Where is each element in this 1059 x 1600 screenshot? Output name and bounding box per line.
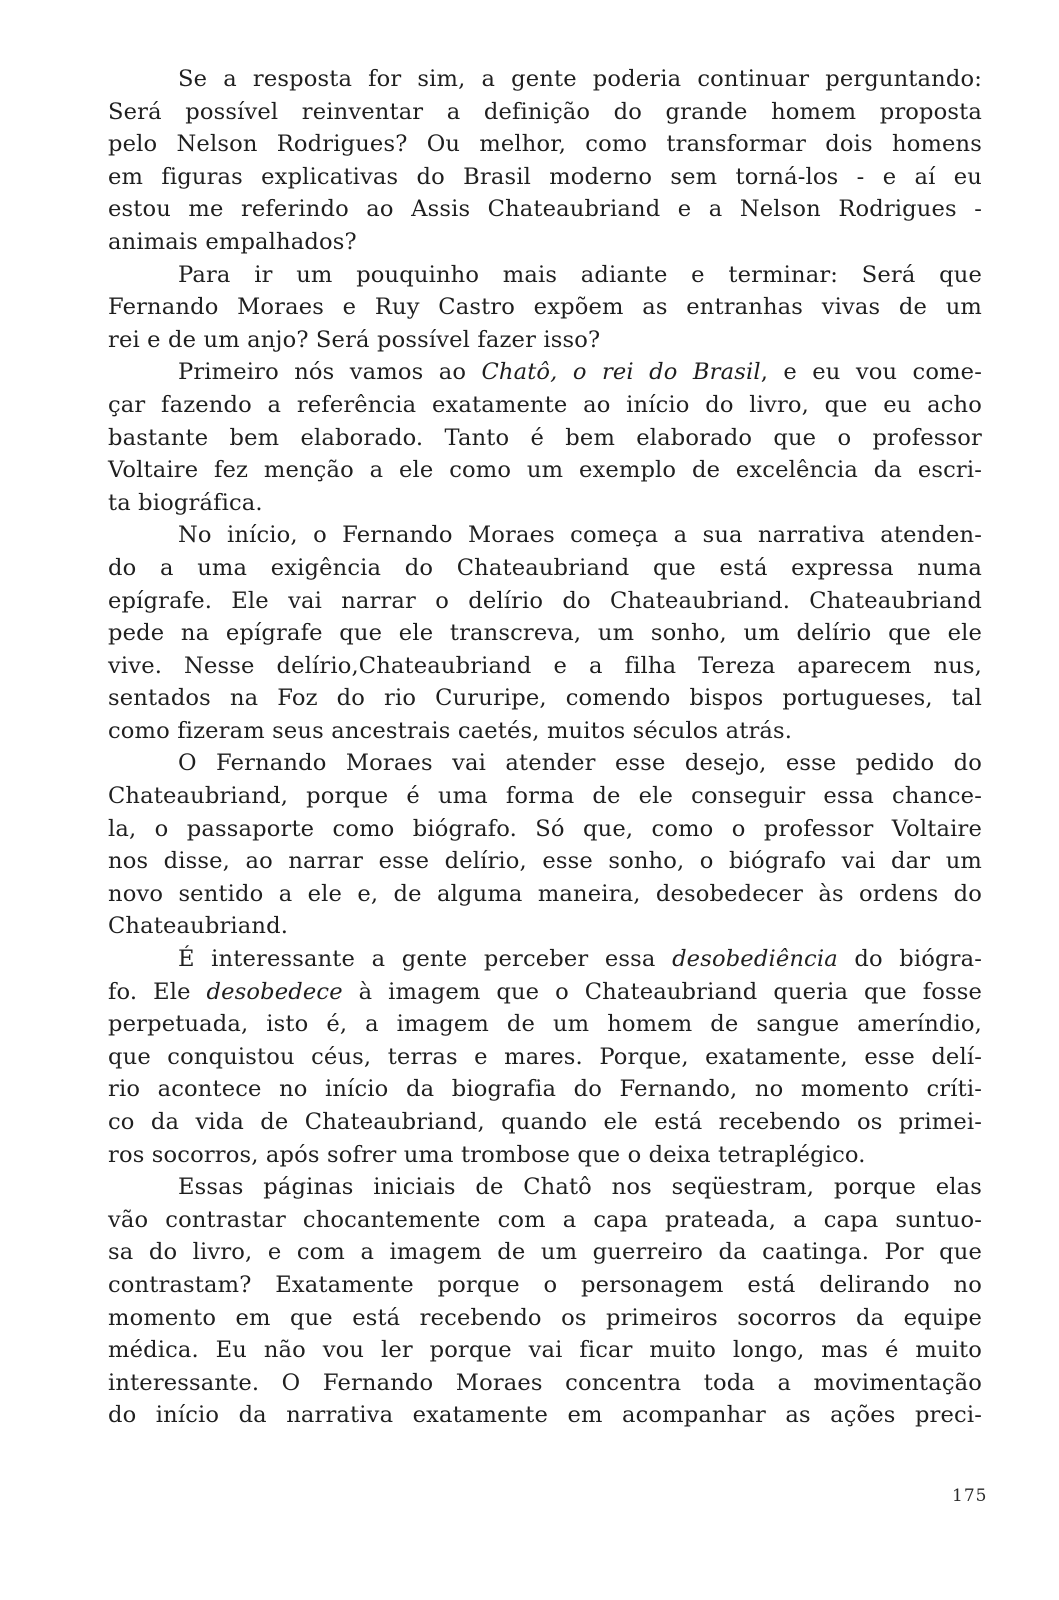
paragraph	[108, 943, 982, 1171]
text-line: Para ir um pouquinho mais adiante e terminar: Será que	[178, 261, 982, 288]
paragraph	[108, 356, 982, 519]
text-line-with-italic-title: Primeiro nós vamos ao Chatô, o rei do Brasil, e eu vou come-	[178, 359, 982, 386]
italic-text: desobediência	[672, 946, 838, 973]
text-line: como fizeram seus ancestrais caetés, muitos séculos atrás.	[108, 717, 793, 744]
paragraph	[108, 63, 982, 259]
text-line: Fernando Moraes e Ruy Castro expõem as entranhas vivas de um	[108, 294, 982, 321]
text-line: Chateaubriand, porque é uma forma de ele conseguir essa chance-	[108, 783, 982, 810]
text-line: la, o passaporte como biógrafo. Só que, como o professor Voltaire	[108, 815, 982, 842]
text-line: médica. Eu não vou ler porque vai ficar muito longo, mas é muito	[108, 1337, 982, 1364]
text-line: momento em que está recebendo os primeiros socorros da equipe	[108, 1304, 982, 1331]
text-line: O Fernando Moraes vai atender esse desejo, esse pedido do	[178, 750, 982, 777]
text-line: interessante. O Fernando Moraes concentra toda a movimentação	[108, 1369, 982, 1396]
text-line: nos disse, ao narrar esse delírio, esse sonho, o biógrafo vai dar um	[108, 848, 982, 875]
text-line: sentados na Foz do rio Cururipe, comendo bispos portugueses, tal	[108, 685, 982, 712]
text-line: Voltaire fez menção a ele como um exemplo de excelência da escri-	[108, 457, 982, 484]
text-line: ros socorros, após sofrer uma trombose que o deixa tetraplégico.	[108, 1141, 866, 1168]
text-line: do a uma exigência do Chateaubriand que está expressa numa	[108, 554, 982, 581]
text-line: ta biográfica.	[108, 489, 263, 516]
text-line: Chateaubriand.	[108, 913, 289, 940]
text-line: do início da narrativa exatamente em acompanhar as ações preci-	[108, 1402, 982, 1429]
text-line: perpetuada, isto é, a imagem de um homem de sangue ameríndio,	[108, 1011, 982, 1038]
text-line: bastante bem elaborado. Tanto é bem elaborado que o professor	[108, 424, 982, 451]
text-line: rio acontece no início da biografia do Fernando, no momento críti-	[108, 1076, 982, 1103]
text-line: co da vida de Chateaubriand, quando ele está recebendo os primei-	[108, 1109, 982, 1135]
body-text	[108, 63, 982, 1432]
text-line: vive. Nesse delírio,Chateaubriand e a filha Tereza aparecem nus,	[108, 652, 982, 679]
paragraph	[108, 747, 982, 943]
paragraph	[108, 519, 982, 747]
text-line: animais empalhados?	[108, 228, 357, 255]
text-line: que conquistou céus, terras e mares. Porque, exatamente, esse delí-	[108, 1043, 982, 1070]
text-line: vão contrastar chocantemente com a capa prateada, a capa suntuo-	[108, 1206, 982, 1233]
text-line: em figuras explicativas do Brasil moderno sem torná-los - e aí eu	[108, 163, 982, 190]
text-line: Essas páginas iniciais de Chatô nos seqüestram, porque elas	[178, 1174, 982, 1201]
text-line: contrastam? Exatamente porque o personagem está delirando no	[108, 1271, 982, 1298]
text-line: pelo Nelson Rodrigues? Ou melhor, como transformar dois homens	[108, 131, 982, 158]
text-line-with-italic-word: fo. Ele desobedece à imagem que o Chateaubriand queria que fosse	[108, 978, 982, 1005]
paragraph	[108, 1171, 982, 1432]
text-line: sa do livro, e com a imagem de um guerreiro da caatinga. Por que	[108, 1239, 982, 1266]
italic-text: Chatô, o rei do Brasil	[481, 359, 761, 386]
text-line: No início, o Fernando Moraes começa a sua narrativa atenden-	[178, 522, 982, 549]
text-line: novo sentido a ele e, de alguma maneira, desobedecer às ordens do	[108, 880, 982, 907]
italic-text: desobedece	[206, 978, 343, 1005]
text-line: çar fazendo a referência exatamente ao início do livro, que eu acho	[108, 391, 982, 418]
text-line: epígrafe. Ele vai narrar o delírio do Chateaubriand. Chateaubriand	[108, 587, 982, 614]
text-line: estou me referindo ao Assis Chateaubriand e a Nelson Rodrigues -	[108, 196, 982, 223]
page-number: 175	[952, 1486, 988, 1506]
text-line: rei e de um anjo? Será possível fazer isso?	[108, 326, 601, 353]
text-line: Será possível reinventar a definição do grande homem proposta	[108, 98, 982, 125]
text-line: Se a resposta for sim, a gente poderia continuar perguntando:	[178, 66, 982, 92]
text-line: pede na epígrafe que ele transcreva, um sonho, um delírio que ele	[108, 620, 982, 647]
paragraph	[108, 259, 982, 357]
text-line-with-italic-word: É interessante a gente perceber essa desobediência do biógra-	[178, 946, 982, 973]
